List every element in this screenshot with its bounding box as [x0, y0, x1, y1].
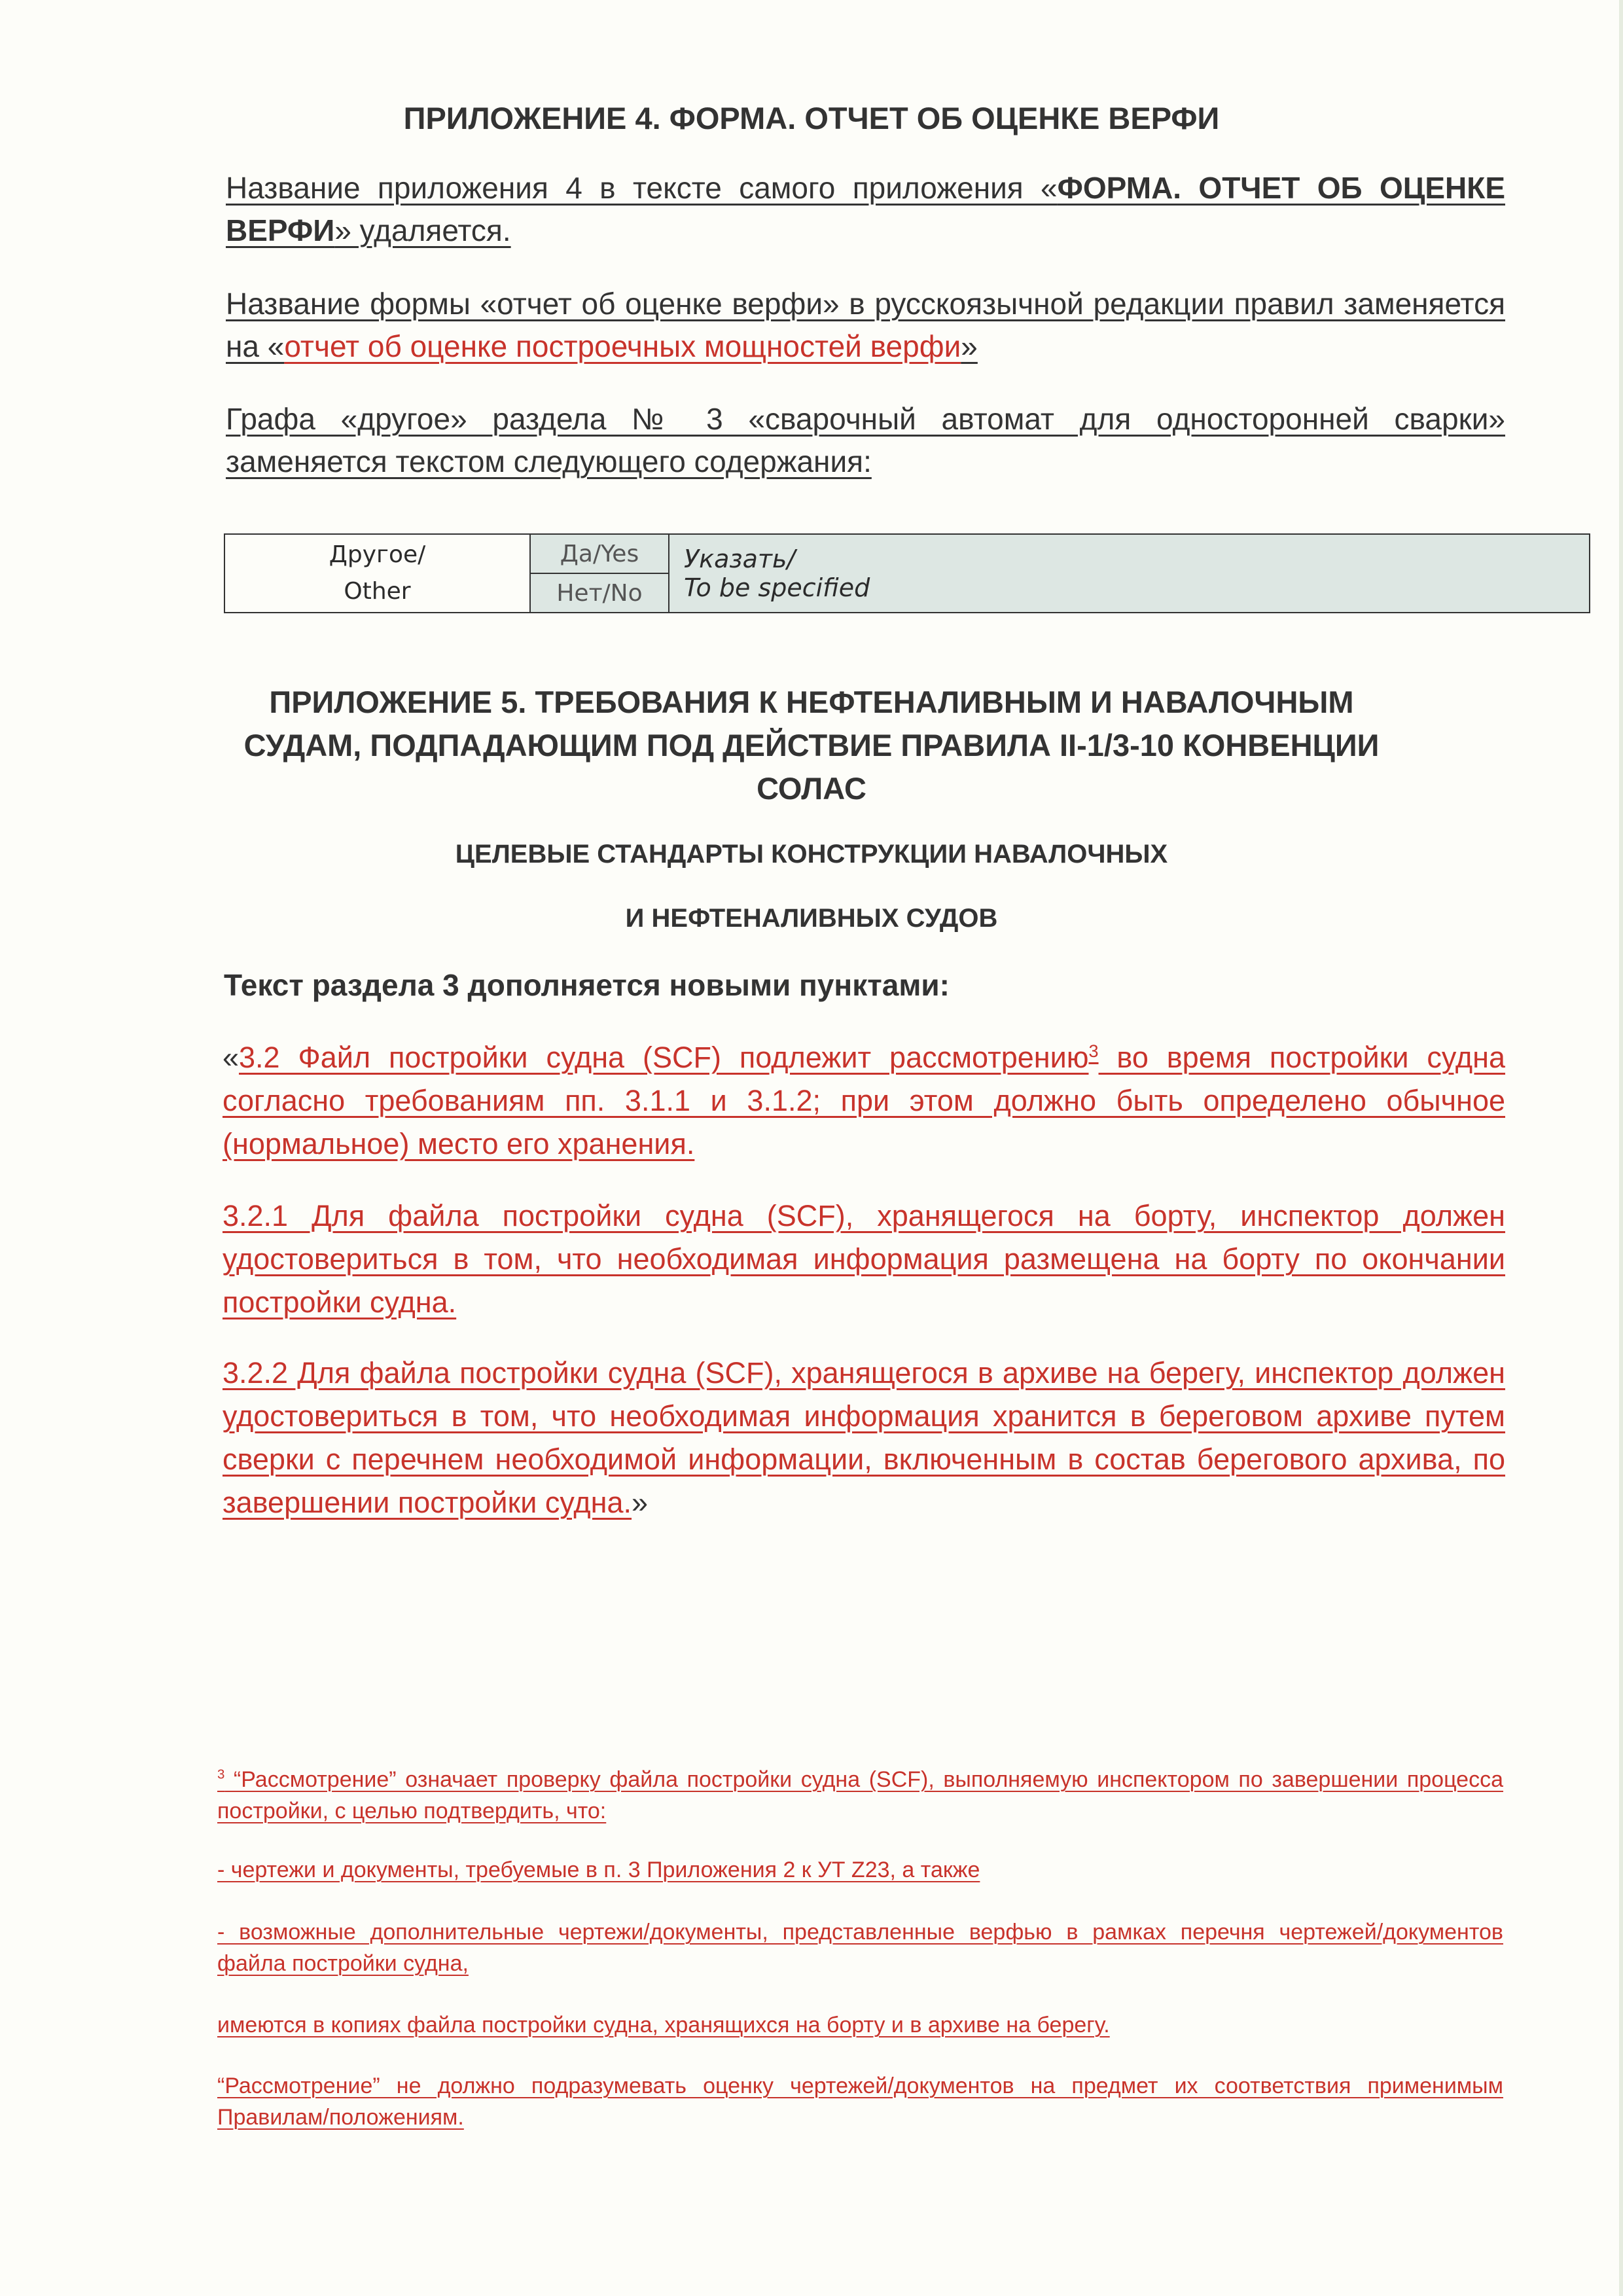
- appendix-5-heading-line2: СУДАМ, ПОДПАДАЮЩИМ ПОД ДЕЙСТВИЕ ПРАВИЛА II-1/3-10 КОНВЕНЦИИ: [243, 728, 1380, 762]
- table-yes-cell: Да/Yes: [530, 534, 669, 573]
- para1-text-a: Название приложения 4 в тексте самого приложения «: [226, 171, 1058, 205]
- appendix-4-heading: ПРИЛОЖЕНИЕ 4. ФОРМА. ОТЧЕТ ОБ ОЦЕНКЕ ВЕРФИ: [403, 101, 1220, 135]
- para3-text: Графа «другое» раздела № 3 «сварочный автомат для односторонней сварки» заменяется текстом следующего содержания:: [226, 402, 1505, 478]
- footnote-note-text: “Рассмотрение” не должно подразумевать оценку чертежей/документов на предмет их соответствия применимым Правилам/положениям.: [217, 2073, 1503, 2130]
- footnote-item-1-text: - чертежи и документы, требуемые в п. 3 Приложения 2 к УТ Z23, а также: [217, 1857, 980, 1882]
- table-specify-line1: Указать/: [684, 545, 796, 573]
- footnote-3-marker: 3: [217, 1767, 225, 1782]
- item-3-2-2: [223, 1352, 1505, 1524]
- footnote-3-text: [217, 1767, 1503, 1823]
- subheading-line1: ЦЕЛЕВЫЕ СТАНДАРТЫ КОНСТРУКЦИИ НАВАЛОЧНЫХ: [455, 840, 1168, 869]
- table-other-label-line2: Other: [344, 578, 411, 605]
- close-quote: »: [632, 1486, 649, 1519]
- para1-text-bold: ФОРМА. ОТЧЕТ ОБ ОЦЕНКЕ ВЕРФИ: [226, 171, 1505, 247]
- table-other-label: [224, 534, 530, 613]
- item-3-2-2-text: 3.2.2 Для файла постройки судна (SCF), хранящегося в архиве на берегу, инспектор должен удостовериться в том, что необходимая информация хранится в береговом архиве путем сверки с перечнем необходимой информации, включенным в состав берегового архива, по завершении постройки судна.: [223, 1356, 1505, 1519]
- footnote-item-1: [217, 1854, 1503, 1886]
- open-quote: «: [223, 1041, 240, 1074]
- other-field-table: [224, 533, 1590, 613]
- para1-text-c: » удаляется.: [334, 213, 511, 247]
- appendix-5-heading-line1: ПРИЛОЖЕНИЕ 5. ТРЕБОВАНИЯ К НЕФТЕНАЛИВНЫМ И НАВАЛОЧНЫМ: [269, 685, 1354, 719]
- para2-text-red: отчет об оценке построечных мощностей верфи: [284, 329, 961, 363]
- item-3-2-text-a: 3.2 Файл постройки судна (SCF) подлежит рассмотрению: [239, 1041, 1089, 1074]
- footnote-note: [217, 2070, 1503, 2133]
- item-3-2-1-text: 3.2.1 Для файла постройки судна (SCF), хранящегося на борту, инспектор должен удостовериться в том, что необходимая информация размещена на борту по окончании постройки судна.: [223, 1199, 1505, 1319]
- para2-text-a: Название формы «отчет об оценке верфи» в русскоязычной редакции правил заменяется на «: [226, 287, 1505, 363]
- table-other-label-line1: Другое/: [329, 541, 426, 568]
- item-3-2-text-b: во время постройки судна согласно требованиям пп. 3.1.1 и 3.1.2; при этом должно быть определено обычное (нормальное) место его хранения.: [223, 1041, 1505, 1160]
- footnote-3-p1: “Рассмотрение” означает проверку файла постройки судна (SCF), выполняемую инспектором по завершении процесса постройки, с целью подтвердить, что:: [217, 1767, 1503, 1823]
- paragraph-form-name-replacement: [226, 283, 1505, 368]
- footnote-item-2: [217, 1916, 1503, 1979]
- appendix-5-heading-line3: СОЛАС: [757, 771, 866, 806]
- para2-text-c: »: [961, 329, 978, 363]
- item-3-2: [223, 1036, 1505, 1166]
- paragraph-other-column-replacement: [226, 398, 1505, 483]
- footnote-ref-3: 3: [1088, 1041, 1099, 1061]
- footnote-conclusion-text: имеются в копиях файла постройки судна, хранящихся на борту и в архиве на берегу.: [217, 2013, 1110, 2037]
- table-specify-cell: [669, 534, 1590, 613]
- subheading-line2: И НЕФТЕНАЛИВНЫХ СУДОВ: [625, 904, 998, 933]
- footnote-conclusion: [217, 2009, 1503, 2041]
- scan-edge: [1619, 0, 1623, 2296]
- table-specify-line2: To be specified: [684, 573, 870, 602]
- table-no-cell: Нет/No: [530, 573, 669, 613]
- footnote-item-2-text: - возможные дополнительные чертежи/документы, представленные верфью в рамках перечня чертежей/документов файла постройки судна,: [217, 1920, 1503, 1976]
- paragraph-appendix-4-title-removal: [226, 167, 1505, 252]
- appendix-5-heading: [164, 681, 1459, 810]
- footnote-3: [217, 1764, 1503, 1827]
- item-3-2-1: [223, 1194, 1505, 1324]
- section-3-lead: Текст раздела 3 дополняется новыми пунктами:: [224, 968, 950, 1002]
